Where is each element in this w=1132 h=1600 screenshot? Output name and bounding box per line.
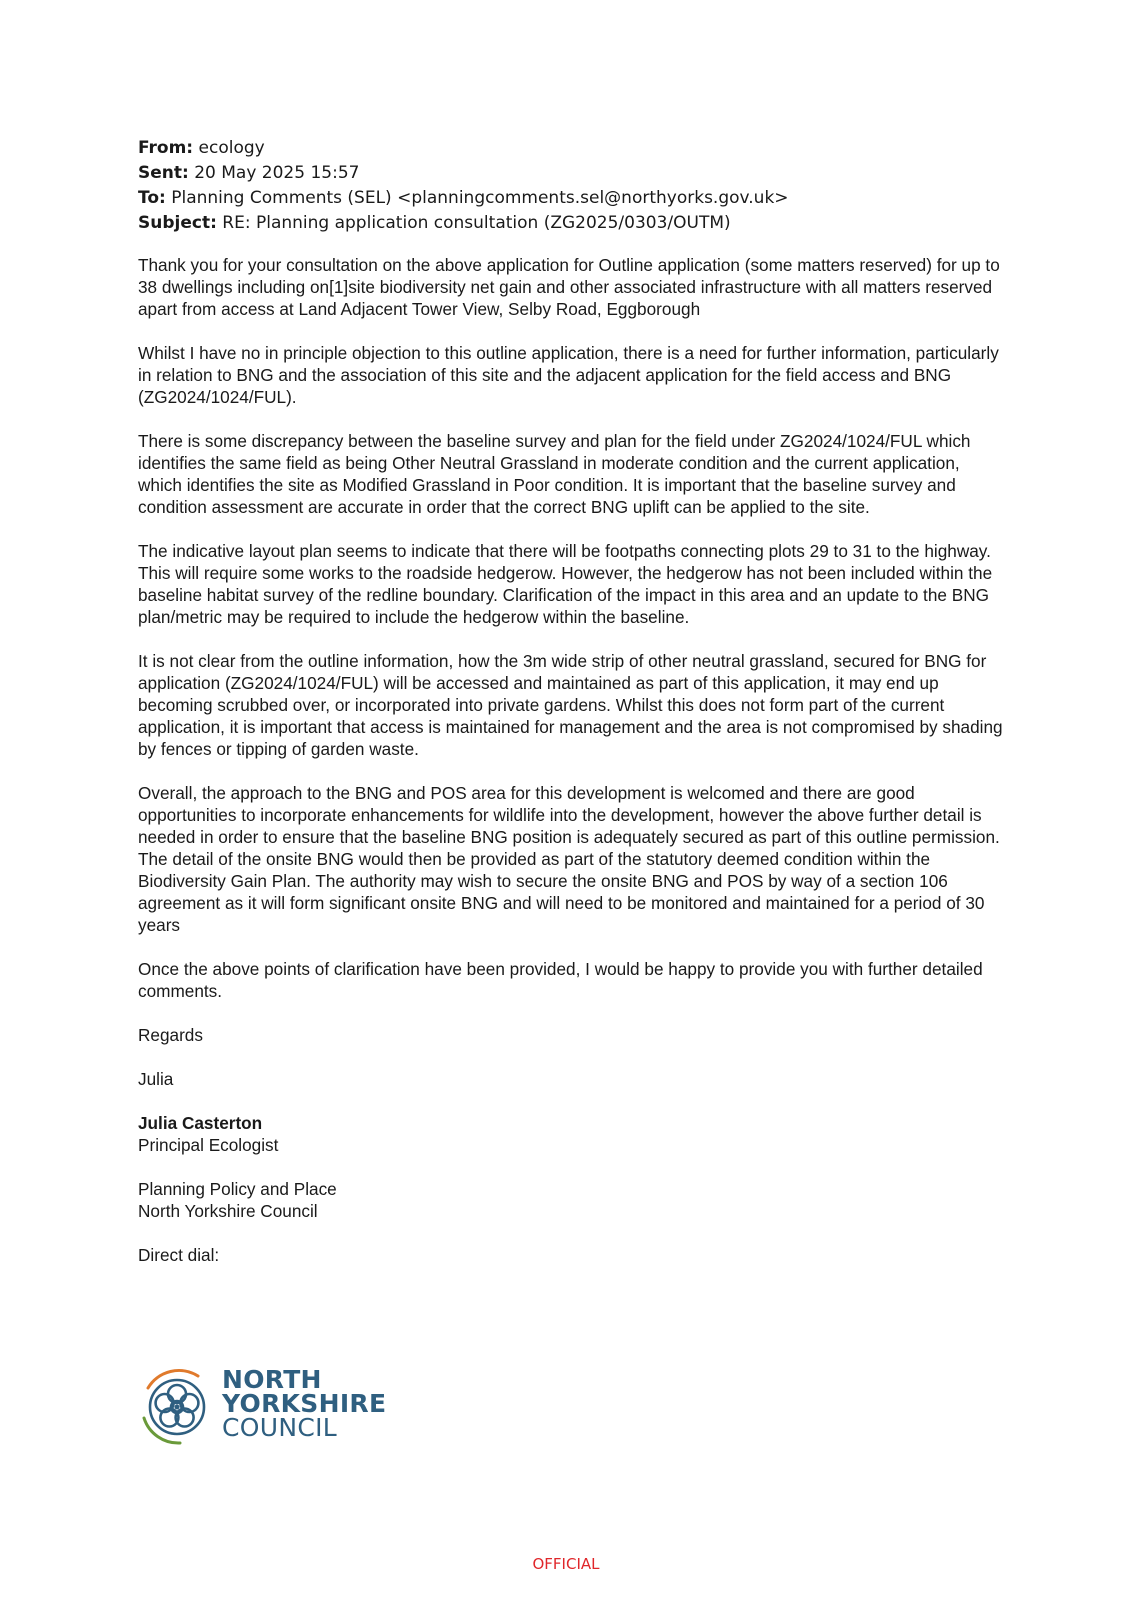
paragraph-1: Thank you for your consultation on the above application for Outline application (some matters reserved) for up to 38 dwellings including on[1]site biodiversity net gain and other associated infrastructure with all matters reserved apart from access at Land Adjacent Tower View, Selby Road, Eggborough	[138, 255, 1000, 319]
paragraph-6: Overall, the approach to the BNG and POS area for this development is welcomed and there are good opportunities to incorporate enhancements for wildlife into the development, however the above further detail is needed in order to ensure that the baseline BNG position is adequately secured as part of this outline permission. The detail of the onsite BNG would then be provided as part of the statutory deemed condition within the Biodiversity Gain Plan. The authority may wish to secure the onsite BNG and POS by way of a section 106 agreement as it will form significant onsite BNG and will need to be monitored and maintained for a period of 30 years	[138, 783, 1000, 935]
signature-role: Principal Ecologist	[138, 1135, 279, 1155]
paragraph-4: The indicative layout plan seems to indicate that there will be footpaths connecting plots 29 to 31 to the highway. This will require some works to the roadside hedgerow. However, the hedgerow has not been included within the baseline habitat survey of the redline boundary. Clarification of the impact in this area and an update to the BNG plan/metric may be required to include the hedgerow within the baseline.	[138, 541, 993, 627]
subject-value: RE: Planning application consultation (ZG2025/0303/OUTM)	[222, 213, 731, 233]
sent-row	[138, 161, 1008, 186]
rose-emblem-icon	[136, 1366, 218, 1448]
logo-line-council: COUNCIL	[222, 1413, 337, 1442]
signature-block	[138, 1112, 1008, 1156]
subject-label: Subject:	[138, 213, 217, 233]
department: Planning Policy and Place	[138, 1179, 337, 1199]
organisation: North Yorkshire Council	[138, 1201, 318, 1221]
from-label: From:	[138, 138, 194, 158]
paragraph-3: There is some discrepancy between the baseline survey and plan for the field under ZG2024/1024/FUL which identifies the same field as being Other Neutral Grassland in moderate condition and the current application, which identifies the site as Modified Grassland in Poor condition. It is important that the baseline survey and condition assessment are accurate in order that the correct BNG uplift can be applied to the site.	[138, 431, 971, 517]
logo-line-north: NORTH	[222, 1365, 322, 1394]
subject-row	[138, 211, 1008, 236]
email-header	[138, 136, 1008, 236]
north-yorkshire-council-logo	[136, 1366, 386, 1450]
logo-line-yorkshire: YORKSHIRE	[222, 1389, 387, 1418]
to-value: Planning Comments (SEL) <planningcomments.sel@northyorks.gov.uk>	[171, 188, 789, 208]
email-document	[138, 136, 1008, 1288]
email-body	[138, 254, 1008, 1266]
to-label: To:	[138, 188, 166, 208]
from-row	[138, 136, 1008, 161]
signature-name: Julia Casterton	[138, 1113, 263, 1133]
from-value: ecology	[198, 138, 265, 158]
direct-dial: Direct dial:	[138, 1245, 220, 1265]
classification-footer: OFFICIAL	[532, 1555, 600, 1573]
to-row	[138, 186, 1008, 211]
signoff-first-name: Julia	[138, 1069, 174, 1089]
paragraph-2: Whilst I have no in principle objection to this outline application, there is a need for further information, particularly in relation to BNG and the association of this site and the adjacent application for the field access and BNG (ZG2024/1024/FUL).	[138, 343, 999, 407]
logo-wordmark	[222, 1365, 387, 1442]
paragraph-5: It is not clear from the outline information, how the 3m wide strip of other neutral grassland, secured for BNG for application (ZG2024/1024/FUL) will be accessed and maintained as part of this application, it may end up becoming scrubbed over, or incorporated into private gardens. Whilst this does not form part of the current application, it is important that access is maintained for management and the area is not compromised by shading by fences or tipping of garden waste.	[138, 651, 1003, 759]
sent-value: 20 May 2025 15:57	[194, 163, 360, 183]
paragraph-7: Once the above points of clarification have been provided, I would be happy to provide you with further detailed comments.	[138, 959, 983, 1001]
department-block	[138, 1178, 1008, 1222]
sent-label: Sent:	[138, 163, 189, 183]
regards: Regards	[138, 1025, 203, 1045]
